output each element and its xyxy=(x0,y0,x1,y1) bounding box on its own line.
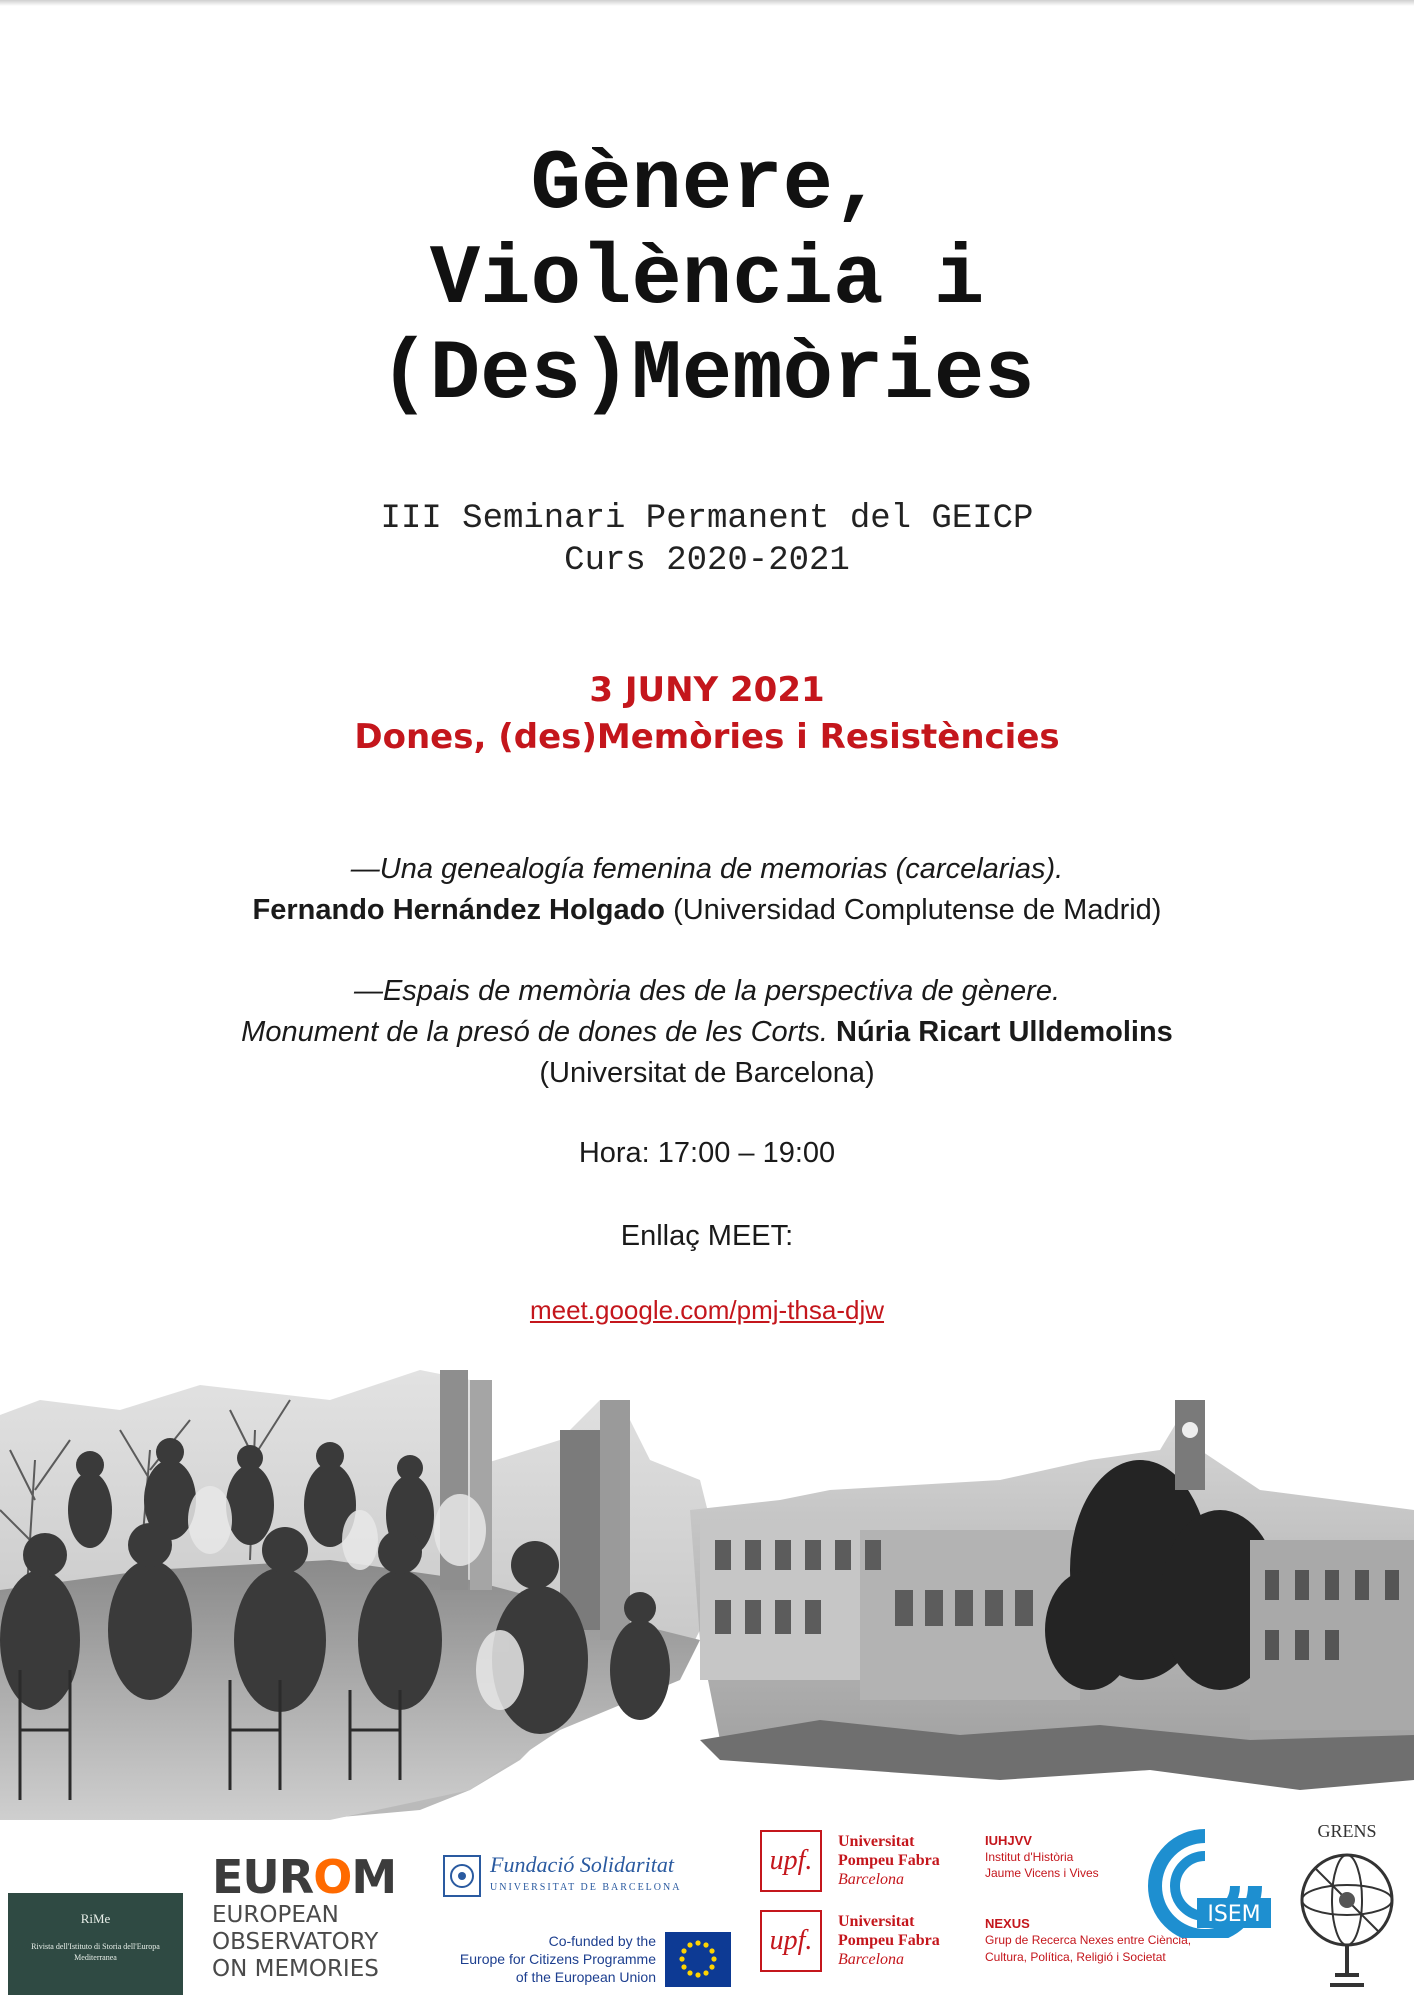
cofund-line-3: of the European Union xyxy=(515,1969,656,1985)
rime-name: RiMe xyxy=(80,1911,111,1926)
cofund-line-2: Europe for Citizens Programme xyxy=(459,1951,656,1967)
fundacio-name: Fundació Solidaritat xyxy=(490,1852,674,1877)
iuhjvv-line-1: Institut d'Història xyxy=(985,1850,1074,1864)
talk-2-affiliation: (Universitat de Barcelona) xyxy=(539,1057,875,1089)
cofund-line-1: Co-funded by the xyxy=(548,1933,656,1949)
isem-logo xyxy=(1135,1828,1275,1938)
eurom-logo xyxy=(212,1850,417,1982)
course-year: Curs 2020-2021 xyxy=(564,542,850,580)
eurom-big-o: O xyxy=(313,1850,352,1904)
eurom-line-3: ON MEMORIES xyxy=(212,1956,379,1982)
title-line-3: (Des)Memòries xyxy=(379,328,1035,423)
poster-title xyxy=(0,138,1414,423)
talk-1-affiliation: (Universidad Complutense de Madrid) xyxy=(673,894,1162,926)
iuhjvv-line-2: Jaume Vicens i Vives xyxy=(985,1866,1099,1880)
eurom-big-eur: EUR xyxy=(212,1850,314,1904)
talk-2-subtitle: Monument de la presó de dones de les Corts. xyxy=(241,1016,828,1048)
page-top-edge xyxy=(0,0,1414,6)
upf-mark-2: upf. xyxy=(760,1910,822,1972)
grens-armillary-logo xyxy=(1285,1815,1410,2000)
event-time: Hora: 17:00 – 19:00 xyxy=(578,1137,836,1169)
eurom-big-m: M xyxy=(351,1850,397,1904)
talk-2-title: —Espais de memòria des de la perspectiva de gènere. xyxy=(353,975,1061,1007)
nexus-line-1: Grup de Recerca Nexes entre Ciència, xyxy=(985,1933,1192,1947)
talk-2 xyxy=(0,971,1414,1094)
rime-description: Rivista dell'Istituto di Storia dell'Europa Mediterranea xyxy=(31,1942,160,1962)
title-line-2: Violència i xyxy=(429,233,985,328)
event-heading xyxy=(0,668,1414,762)
nexus-line-2: Cultura, Política, Religió i Societat xyxy=(985,1950,1166,1964)
event-theme: Dones, (des)Memòries i Resistències xyxy=(354,717,1060,757)
grens-text: GRENS xyxy=(1317,1821,1377,1841)
fundacio-university: UNIVERSITAT DE BARCELONA xyxy=(490,1882,682,1893)
upf-1-line-1: Universitat xyxy=(838,1833,915,1850)
eu-cofund-text xyxy=(426,1932,656,1986)
talk-1-speaker: Fernando Hernández Holgado xyxy=(252,894,666,926)
rime-logo xyxy=(8,1893,183,1995)
upf-1-city: Barcelona xyxy=(838,1871,905,1888)
historical-photo-collage xyxy=(0,1340,1414,1820)
upf-logo-1 xyxy=(760,1830,960,1898)
meet-label: Enllaç MEET: xyxy=(620,1220,794,1252)
eurom-line-2: OBSERVATORY xyxy=(212,1929,379,1955)
upf-2-city: Barcelona xyxy=(838,1951,905,1968)
eurom-line-1: EUROPEAN xyxy=(212,1902,339,1928)
upf-logo-2 xyxy=(760,1910,960,1978)
seminar-name: III Seminari Permanent del GEICP xyxy=(380,500,1034,538)
upf-mark-1: upf. xyxy=(760,1830,822,1892)
ub-seal-icon xyxy=(442,1854,482,1898)
eu-flag-icon xyxy=(665,1932,731,1987)
seminar-subtitle xyxy=(0,498,1414,582)
iuhjvv-logo xyxy=(985,1833,1099,1881)
talk-1-title: —Una genealogía femenina de memorias (carcelarias). xyxy=(350,853,1064,885)
talk-1 xyxy=(0,849,1414,931)
nexus-abbr: NEXUS xyxy=(985,1916,1030,1931)
talk-2-speaker: Núria Ricart Ulldemolins xyxy=(836,1016,1173,1048)
title-line-1: Gènere, xyxy=(530,138,884,233)
upf-2-line-1: Universitat xyxy=(838,1913,915,1930)
isem-text: ISEM xyxy=(1207,1902,1261,1927)
iuhjvv-abbr: IUHJVV xyxy=(985,1833,1032,1848)
upf-1-line-2: Pompeu Fabra xyxy=(838,1852,940,1869)
fundacio-solidaritat-logo xyxy=(440,1852,740,1893)
event-date: 3 JUNY 2021 xyxy=(589,670,825,710)
upf-2-line-2: Pompeu Fabra xyxy=(838,1932,940,1949)
meet-link[interactable]: meet.google.com/pmj-thsa-djw xyxy=(529,1295,885,1325)
